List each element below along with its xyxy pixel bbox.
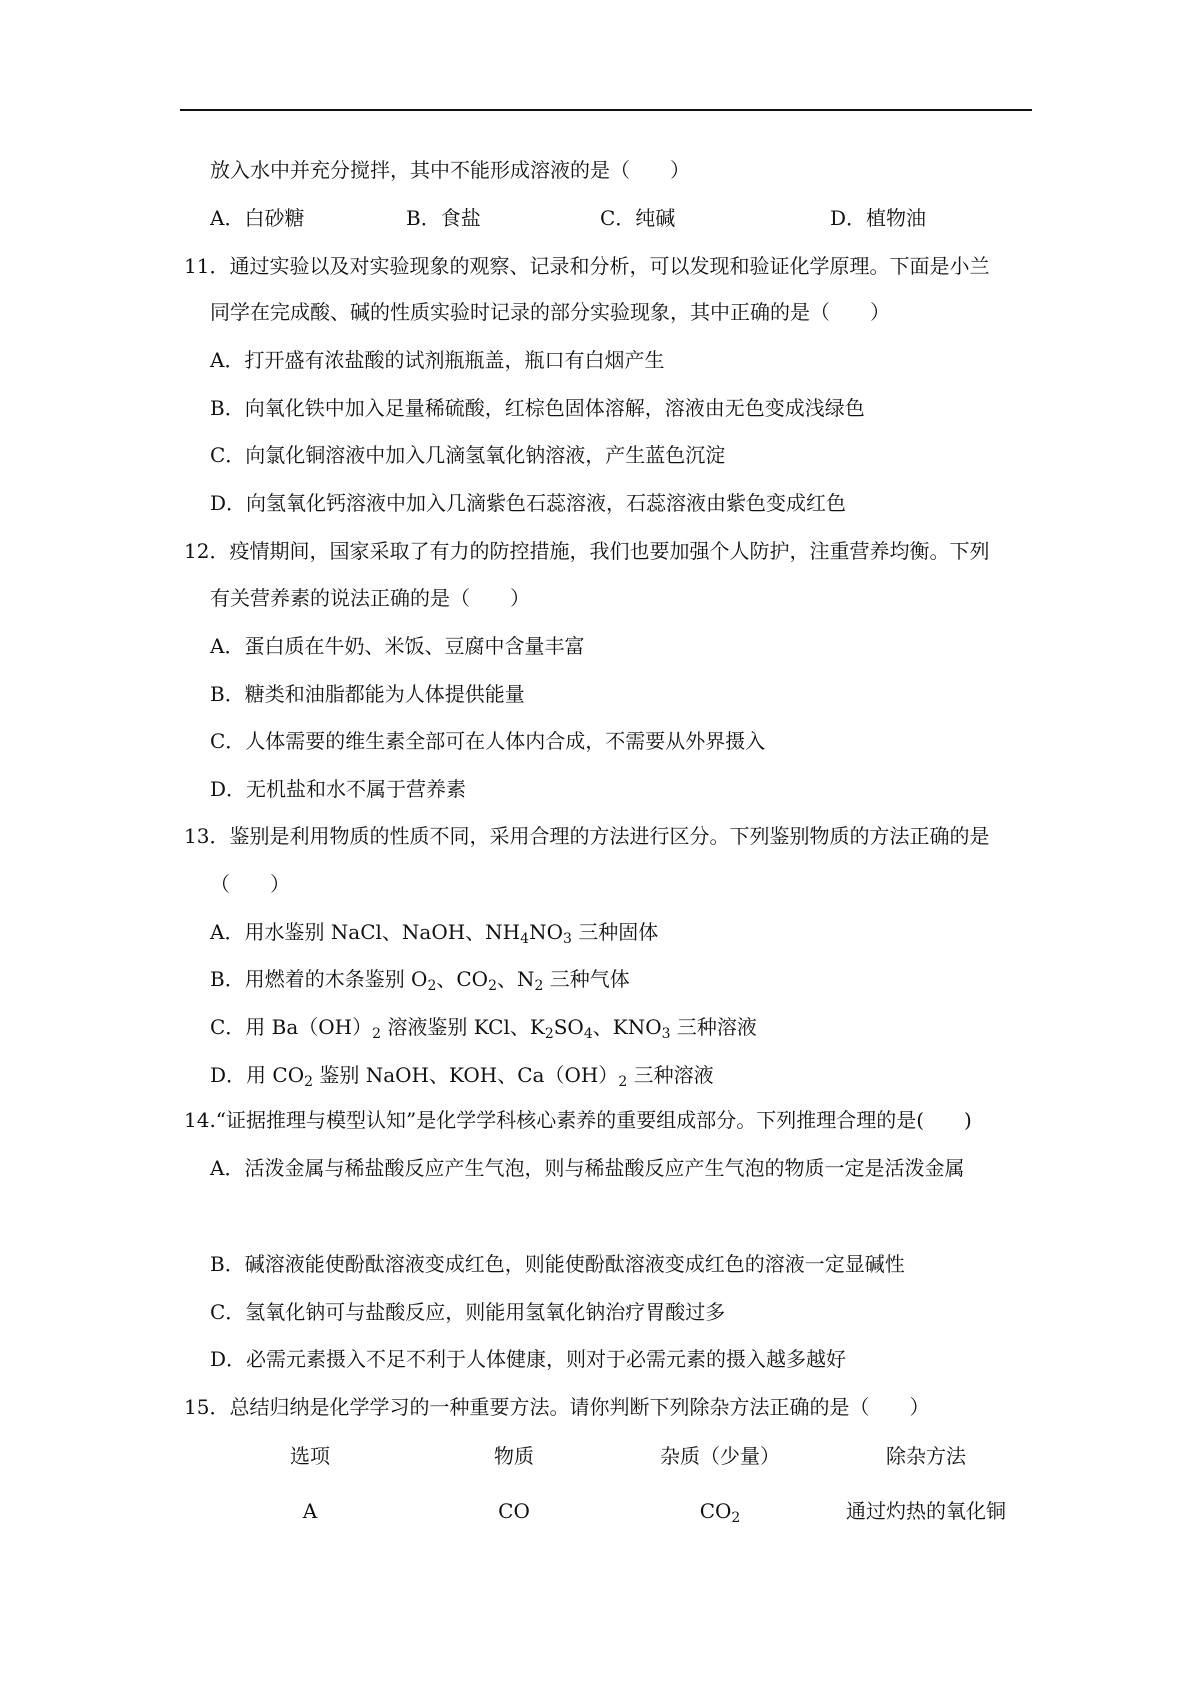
table-header-method: 除杂方法	[886, 1444, 966, 1468]
q14-option-a[interactable]: A．活泼金属与稀盐酸反应产生气泡，则与稀盐酸反应产生气泡的物质一定是活泼金属	[210, 1156, 965, 1180]
header-rule	[180, 109, 1032, 111]
q12-option-a[interactable]: A．蛋白质在牛奶、米饭、豆腐中含量丰富	[210, 634, 585, 658]
q13-option-b[interactable]: B．用燃着的木条鉴别 $O_2$、$CO_2$、$N_2$ 三种气体	[210, 967, 630, 994]
q13-stem-line1: 13．鉴别是利用物质的性质不同，采用合理的方法进行区分。下列鉴别物质的方法正确的是	[184, 824, 990, 848]
q12-option-d[interactable]: D．无机盐和水不属于营养素	[210, 777, 467, 801]
q10-option-a[interactable]: A．白砂糖	[210, 206, 305, 230]
table-header-substance: 物质	[494, 1444, 534, 1468]
q13-option-a[interactable]: A．用水鉴别 NaCl、NaOH、$NH_4NO_3$ 三种固体	[210, 920, 659, 947]
q13-stem-line2: （ ）	[210, 872, 290, 896]
q14-option-c[interactable]: C．氢氧化钠可与盐酸反应，则能用氢氧化钠治疗胃酸过多	[210, 1300, 726, 1324]
table-row-a-impurity: $CO_2$	[699, 1499, 741, 1526]
table-row-a-method: 通过灼热的氧化铜	[846, 1499, 1006, 1523]
q15-stem-line1: 15．总结归纳是化学学习的一种重要方法。请你判断下列除杂方法正确的是（ ）	[184, 1395, 930, 1419]
q12-stem-line2: 有关营养素的说法正确的是（ ）	[210, 586, 530, 610]
table-header-option: 选项	[290, 1444, 330, 1468]
q12-stem-line1: 12．疫情期间，国家采取了有力的防控措施，我们也要加强个人防护，注重营养均衡。下列	[184, 539, 990, 563]
q11-option-c[interactable]: C．向氯化铜溶液中加入几滴氢氧化钠溶液，产生蓝色沉淀	[210, 443, 726, 467]
q12-option-c[interactable]: C．人体需要的维生素全部可在人体内合成，不需要从外界摄入	[210, 729, 766, 753]
q14-option-d[interactable]: D．必需元素摄入不足不利于人体健康，则对于必需元素的摄入越多越好	[210, 1347, 847, 1371]
q10-option-b[interactable]: B．食盐	[406, 206, 481, 230]
q10-stem: 放入水中并充分搅拌，其中不能形成溶液的是（ ）	[210, 158, 690, 182]
q11-option-b[interactable]: B．向氧化铁中加入足量稀硫酸，红棕色固体溶解，溶液由无色变成浅绿色	[210, 396, 865, 420]
table-row-a-substance: CO	[498, 1499, 530, 1523]
q12-option-b[interactable]: B．糖类和油脂都能为人体提供能量	[210, 682, 525, 706]
q14-option-b[interactable]: B．碱溶液能使酚酞溶液变成红色，则能使酚酞溶液变成红色的溶液一定显碱性	[210, 1252, 905, 1276]
q10-option-c[interactable]: C．纯碱	[600, 206, 676, 230]
q13-option-c[interactable]: C．用 $Ba(OH)_2$ 溶液鉴别 KCl、$K_2SO_4$、$KNO_3$ 三种溶液	[210, 1015, 757, 1042]
q10-option-d[interactable]: D．植物油	[830, 206, 927, 230]
q14-stem-line1: 14.“证据推理与模型认知”是化学学科核心素养的重要组成部分。下列推理合理的是( )	[184, 1108, 972, 1132]
q11-stem-line2: 同学在完成酸、碱的性质实验时记录的部分实验现象，其中正确的是（ ）	[210, 300, 890, 324]
q13-option-d[interactable]: D．用 $CO_2$ 鉴别 NaOH、KOH、$Ca(OH)_2$ 三种溶液	[210, 1063, 714, 1090]
table-header-impurity: 杂质（少量）	[660, 1444, 780, 1468]
q11-option-d[interactable]: D．向氢氧化钙溶液中加入几滴紫色石蕊溶液，石蕊溶液由紫色变成红色	[210, 491, 847, 515]
table-row-a-option[interactable]: A	[302, 1499, 318, 1523]
q11-stem-line1: 11．通过实验以及对实验现象的观察、记录和分析，可以发现和验证化学原理。下面是小兰	[184, 254, 990, 278]
q10-options	[210, 202, 970, 230]
q11-option-a[interactable]: A．打开盛有浓盐酸的试剂瓶瓶盖，瓶口有白烟产生	[210, 348, 665, 372]
